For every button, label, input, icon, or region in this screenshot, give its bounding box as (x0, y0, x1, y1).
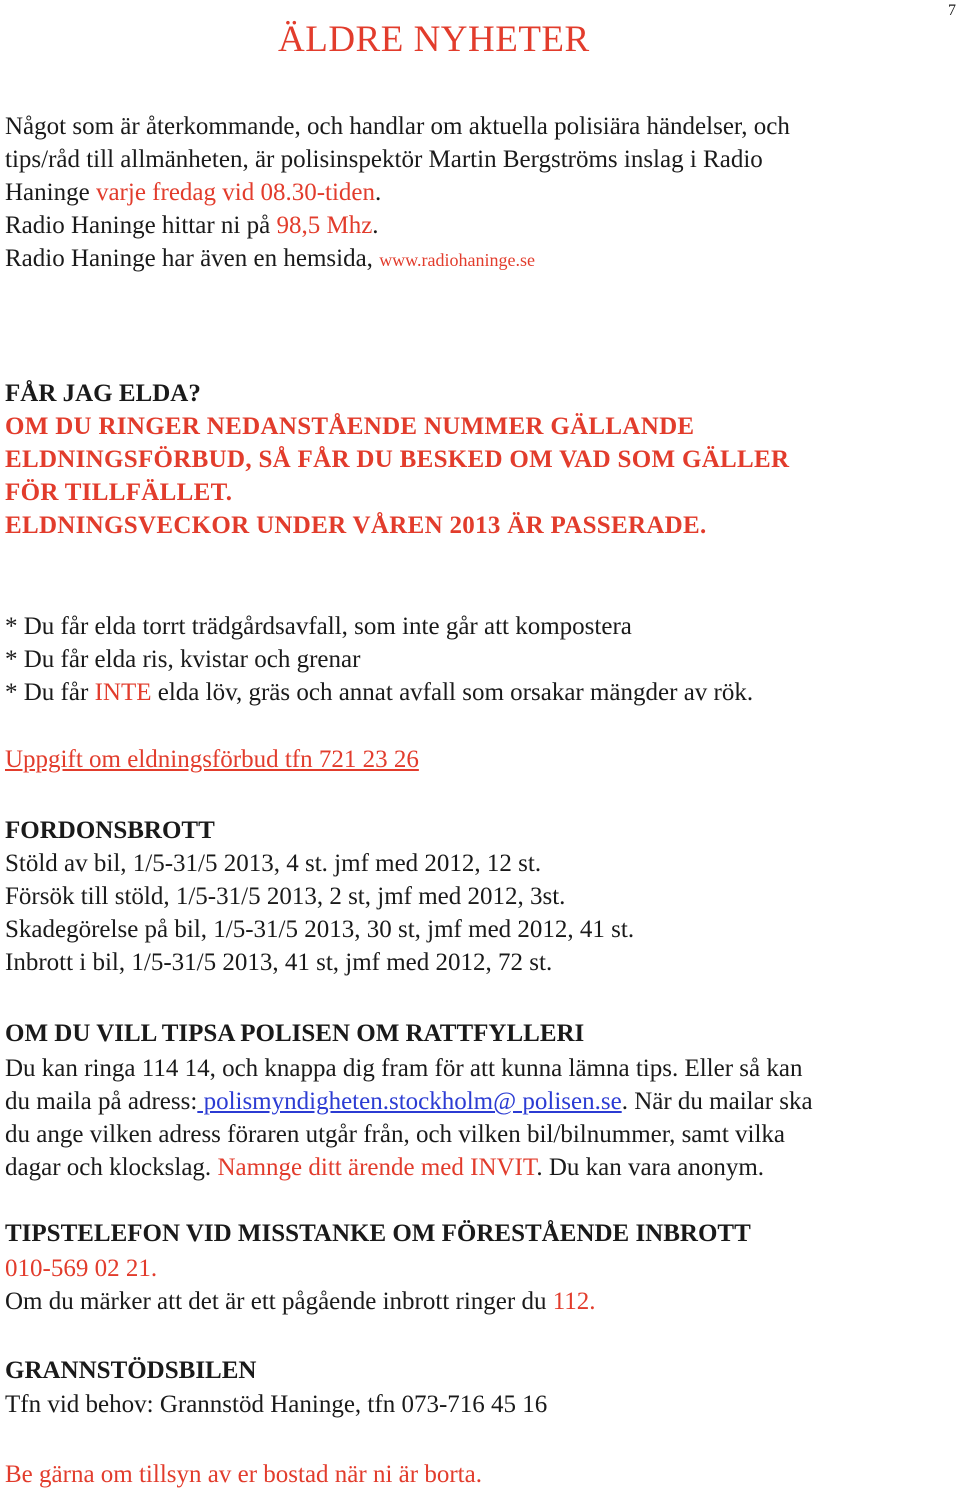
elda-red-line-3: FÖR TILLFÄLLET. (5, 479, 233, 506)
fordon-line-4: Inbrott i bil, 1/5-31/5 2013, 41 st, jmf med 2012, 72 st. (5, 949, 553, 976)
fordon-line-2: Försök till stöld, 1/5-31/5 2013, 2 st, jmf med 2012, 3st. (5, 883, 566, 910)
footer-note: Be gärna om tillsyn av er bostad när ni är borta. (5, 1461, 482, 1488)
radio-line-2: tips/råd till allmänheten, är polisinspektör Martin Bergströms inslag i Radio (5, 146, 763, 173)
radio-line-3: Haninge varje fredag vid 08.30-tiden. (5, 179, 382, 206)
grannstod-line: Tfn vid behov: Grannstöd Haninge, tfn 073-716 45 16 (5, 1391, 548, 1418)
page-number: 7 (948, 2, 956, 19)
elda-bullet-3: * Du får INTE elda löv, gräs och annat avfall som orsakar mängder av rök. (5, 679, 754, 706)
fordon-line-1: Stöld av bil, 1/5-31/5 2013, 4 st. jmf med 2012, 12 st. (5, 850, 542, 877)
rattfylleri-line-4: dagar och klockslag. Namnge ditt ärende med INVIT. Du kan vara anonym. (5, 1154, 765, 1181)
tips-line-2: Om du märker att det är ett pågående inbrott ringer du 112. (5, 1288, 596, 1315)
radio-line-5: Radio Haninge har även en hemsida, www.radiohaninge.se (5, 245, 535, 272)
radio-line-1: Något som är återkommande, och handlar om aktuella polisiära händelser, och (5, 113, 790, 140)
elda-red-line-1: OM DU RINGER NEDANSTÅENDE NUMMER GÄLLANDE (5, 413, 695, 440)
rattfylleri-heading: OM DU VILL TIPSA POLISEN OM RATTFYLLERI (5, 1020, 585, 1047)
elda-bullet-2: * Du får elda ris, kvistar och grenar (5, 646, 361, 673)
elda-heading: FÅR JAG ELDA? (5, 380, 201, 407)
radio-line-4: Radio Haninge hittar ni på 98,5 Mhz. (5, 212, 379, 239)
email-link[interactable]: polismyndigheten.stockholm@ polisen.se (197, 1088, 622, 1115)
elda-bullet-1: * Du får elda torrt trädgårdsavfall, som inte går att kompostera (5, 613, 632, 640)
page-title: ÄLDRE NYHETER (278, 19, 590, 60)
elda-red-line-2: ELDNINGSFÖRBUD, SÅ FÅR DU BESKED OM VAD SOM GÄLLER (5, 446, 790, 473)
elda-red-line-4: ELDNINGSVECKOR UNDER VÅREN 2013 ÄR PASSERADE. (5, 512, 707, 539)
tips-heading: TIPSTELEFON VID MISSTANKE OM FÖRESTÅENDE INBROTT (5, 1220, 751, 1247)
eldningsforbud-phone-link[interactable]: Uppgift om eldningsförbud tfn 721 23 26 (5, 746, 419, 773)
grannstod-heading: GRANNSTÖDSBILEN (5, 1357, 257, 1384)
fordon-line-3: Skadegörelse på bil, 1/5-31/5 2013, 30 st, jmf med 2012, 41 st. (5, 916, 635, 943)
radio-website-link[interactable]: www.radiohaninge.se (379, 250, 535, 270)
rattfylleri-line-2: du maila på adress: polismyndigheten.stockholm@ polisen.se. När du mailar ska (5, 1088, 813, 1115)
fordon-heading: FORDONSBROTT (5, 817, 215, 844)
rattfylleri-line-3: du ange vilken adress föraren utgår från, och vilken bil/bilnummer, samt vilka (5, 1121, 786, 1148)
rattfylleri-line-1: Du kan ringa 114 14, och knappa dig fram för att kunna lämna tips. Eller så kan (5, 1055, 803, 1082)
tips-phone: 010-569 02 21. (5, 1255, 158, 1282)
